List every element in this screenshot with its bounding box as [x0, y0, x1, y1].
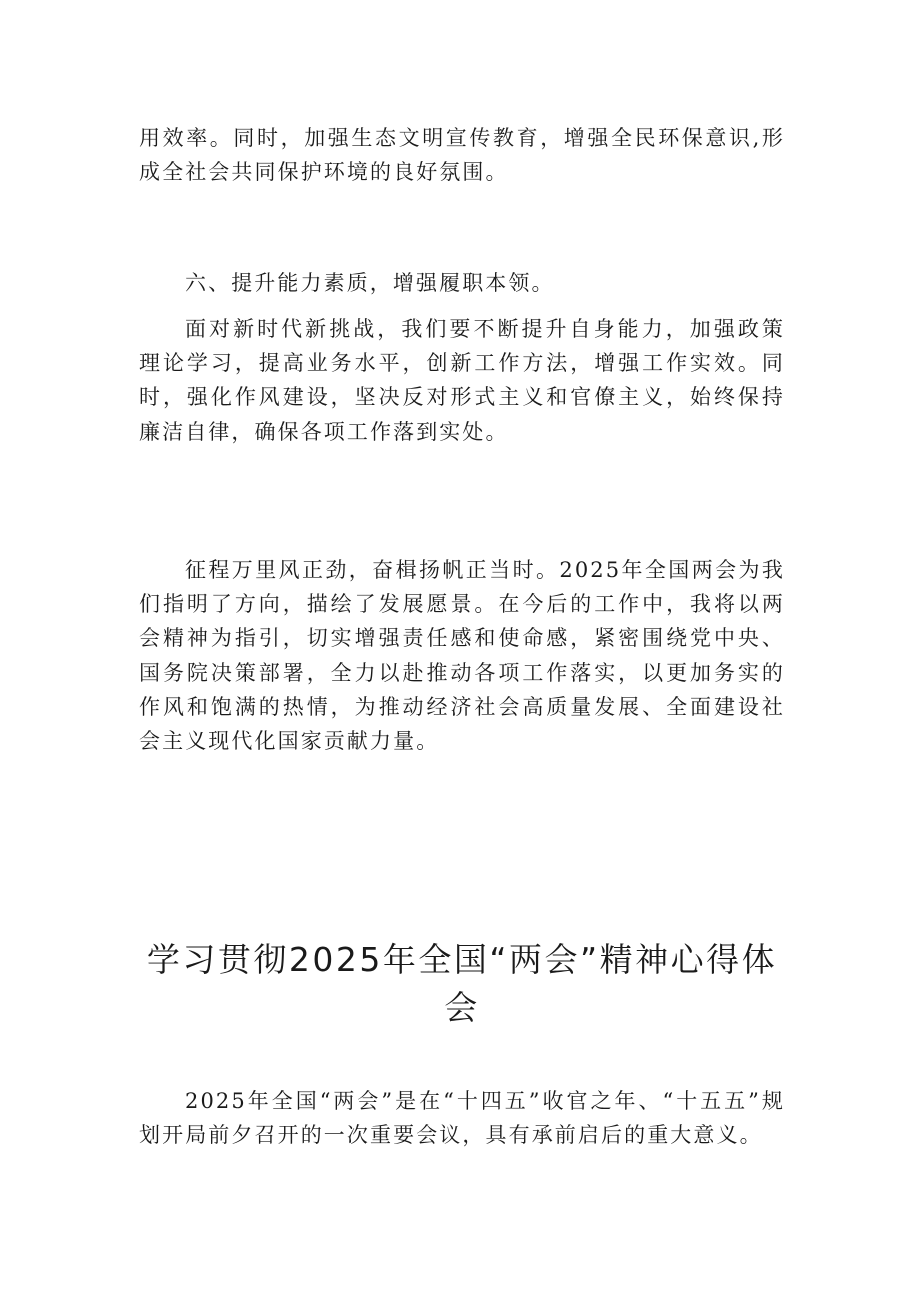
next-article-intro: 2025年全国“两会”是在“十四五”收官之年、“十五五”规划开局前夕召开的一次重要会议，具有承前启后的重大意义。: [139, 1089, 785, 1148]
paragraph-continuation: 用效率。同时，加强生态文明宣传教育，增强全民环保意识,形成全社会共同保护环境的良好氛围。: [139, 126, 785, 185]
next-article-title: 学习贯彻2025年全国“两会”精神心得体会: [146, 940, 778, 1027]
section-six-heading: 六、提升能力素质，增强履职本领。: [185, 271, 555, 295]
section-six-body: 面对新时代新挑战，我们要不断提升自身能力，加强政策理论学习，提高业务水平，创新工作方法，增强工作实效。同时，强化作风建设，坚决反对形式主义和官僚主义，始终保持廉洁自律，确保各项工作落到实处。: [139, 317, 785, 444]
conclusion-paragraph: 征程万里风正劲，奋楫扬帆正当时。2025年全国两会为我们指明了方向，描绘了发展愿景。在今后的工作中，我将以两会精神为指引，切实增强责任感和使命感，紧密围绕党中央、国务院决策部署，全力以赴推动各项工作落实，以更加务实的作风和饱满的热情，为推动经济社会高质量发展、全面建设社会主义现代化国家贡献力量。: [139, 558, 785, 754]
